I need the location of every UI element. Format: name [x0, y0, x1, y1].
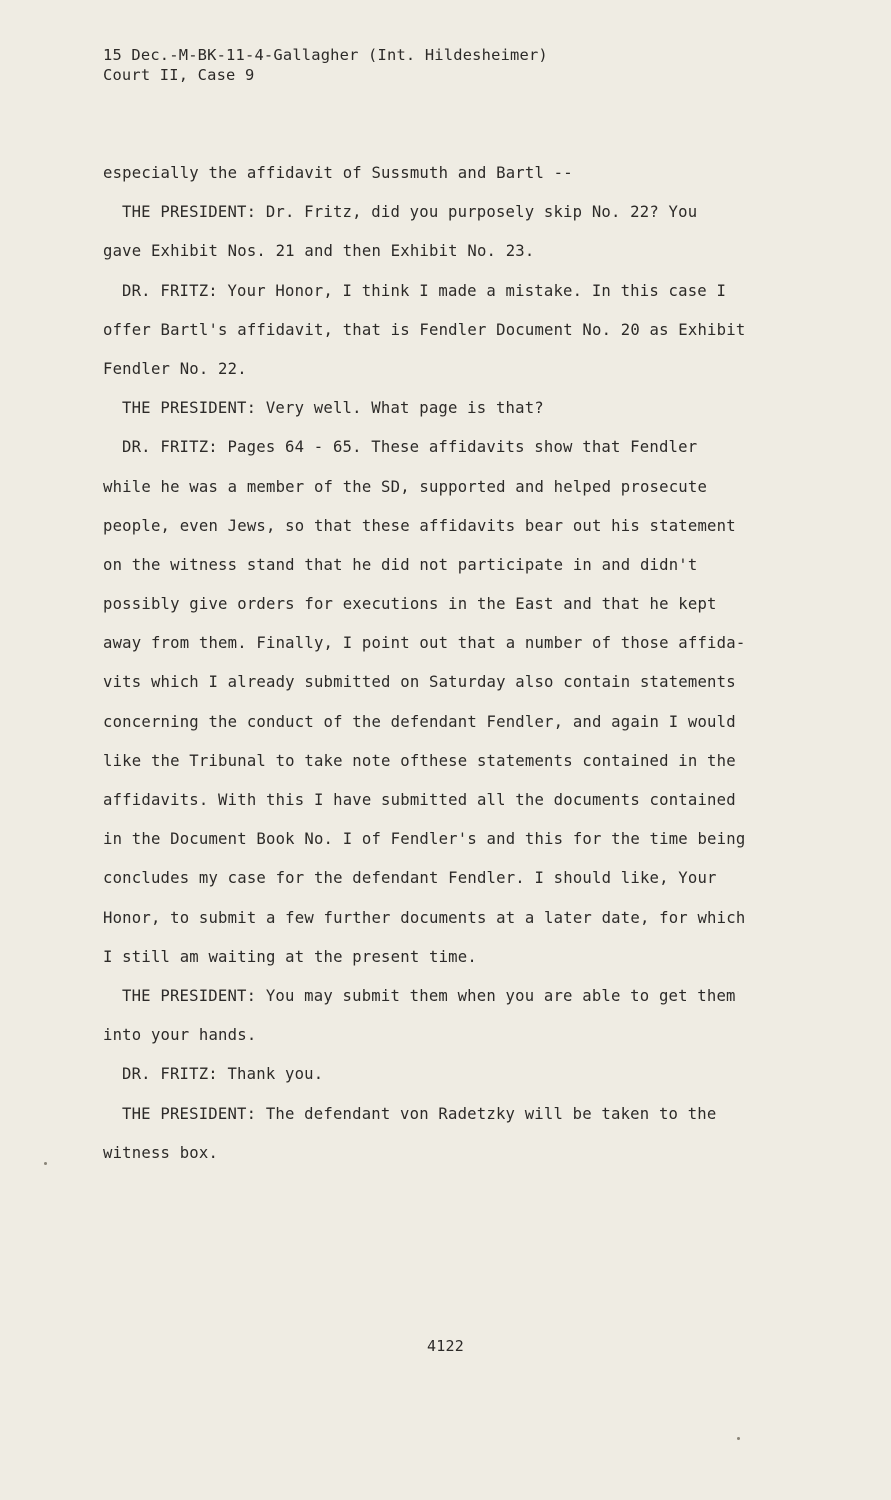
transcript-line: people, even Jews, so that these affidavits bear out his statement [103, 516, 736, 535]
transcript-line: THE PRESIDENT: Dr. Fritz, did you purposely skip No. 22? You [122, 203, 698, 222]
transcript-line: THE PRESIDENT: You may submit them when you are able to get them [122, 986, 736, 1005]
transcript-line: affidavits. With this I have submitted all the documents contained [103, 791, 736, 809]
transcript-line: THE PRESIDENT: The defendant von Radetzky will be taken to the [122, 1104, 717, 1123]
page-header [103, 45, 548, 85]
transcript-line: possibly give orders for executions in the East and that he kept [103, 595, 717, 614]
paper-speck [737, 1437, 740, 1440]
transcript-line: Fendler No. 22. [103, 359, 247, 378]
transcript-line: I still am waiting at the present time. [103, 947, 477, 966]
transcript-line: Honor, to submit a few further documents at a later date, for which [103, 908, 746, 927]
transcript-line: away from them. Finally, I point out that a number of those affida- [103, 634, 746, 653]
transcript-line: gave Exhibit Nos. 21 and then Exhibit No. 23. [103, 242, 535, 261]
transcript-line: like the Tribunal to take note ofthese statements contained in the [103, 751, 736, 770]
transcript-line: offer Bartl's affidavit, that is Fendler Document No. 20 as Exhibit [103, 320, 746, 339]
transcript-line: DR. FRITZ: Thank you. [122, 1065, 324, 1084]
transcript-line: while he was a member of the SD, supported and helped prosecute [103, 477, 708, 496]
header-line-1: 15 Dec.-M-BK-11-4-Gallagher (Int. Hildesheimer) [103, 46, 548, 64]
page-number: 4122 [427, 1337, 464, 1355]
transcript-line: especially the affidavit of Sussmuth and Bartl -- [103, 164, 573, 182]
transcript-line: vits which I already submitted on Saturday also contain statements [103, 673, 736, 692]
transcript-line: in the Document Book No. I of Fendler's and this for the time being [103, 830, 746, 849]
header-line-2: Court II, Case 9 [103, 66, 255, 84]
transcript-line: concludes my case for the defendant Fendler. I should like, Your [103, 869, 717, 888]
transcript-line: concerning the conduct of the defendant Fendler, and again I would [103, 712, 736, 731]
transcript-line: witness box. [103, 1143, 219, 1162]
transcript-line: into your hands. [103, 1026, 257, 1045]
transcript-line: on the witness stand that he did not participate in and didn't [103, 555, 698, 574]
transcript-line: THE PRESIDENT: Very well. What page is that? [122, 399, 544, 418]
transcript-body [103, 162, 763, 1181]
transcript-line: DR. FRITZ: Pages 64 - 65. These affidavits show that Fendler [122, 438, 698, 457]
paper-speck [44, 1162, 47, 1165]
transcript-line: DR. FRITZ: Your Honor, I think I made a mistake. In this case I [122, 281, 727, 300]
